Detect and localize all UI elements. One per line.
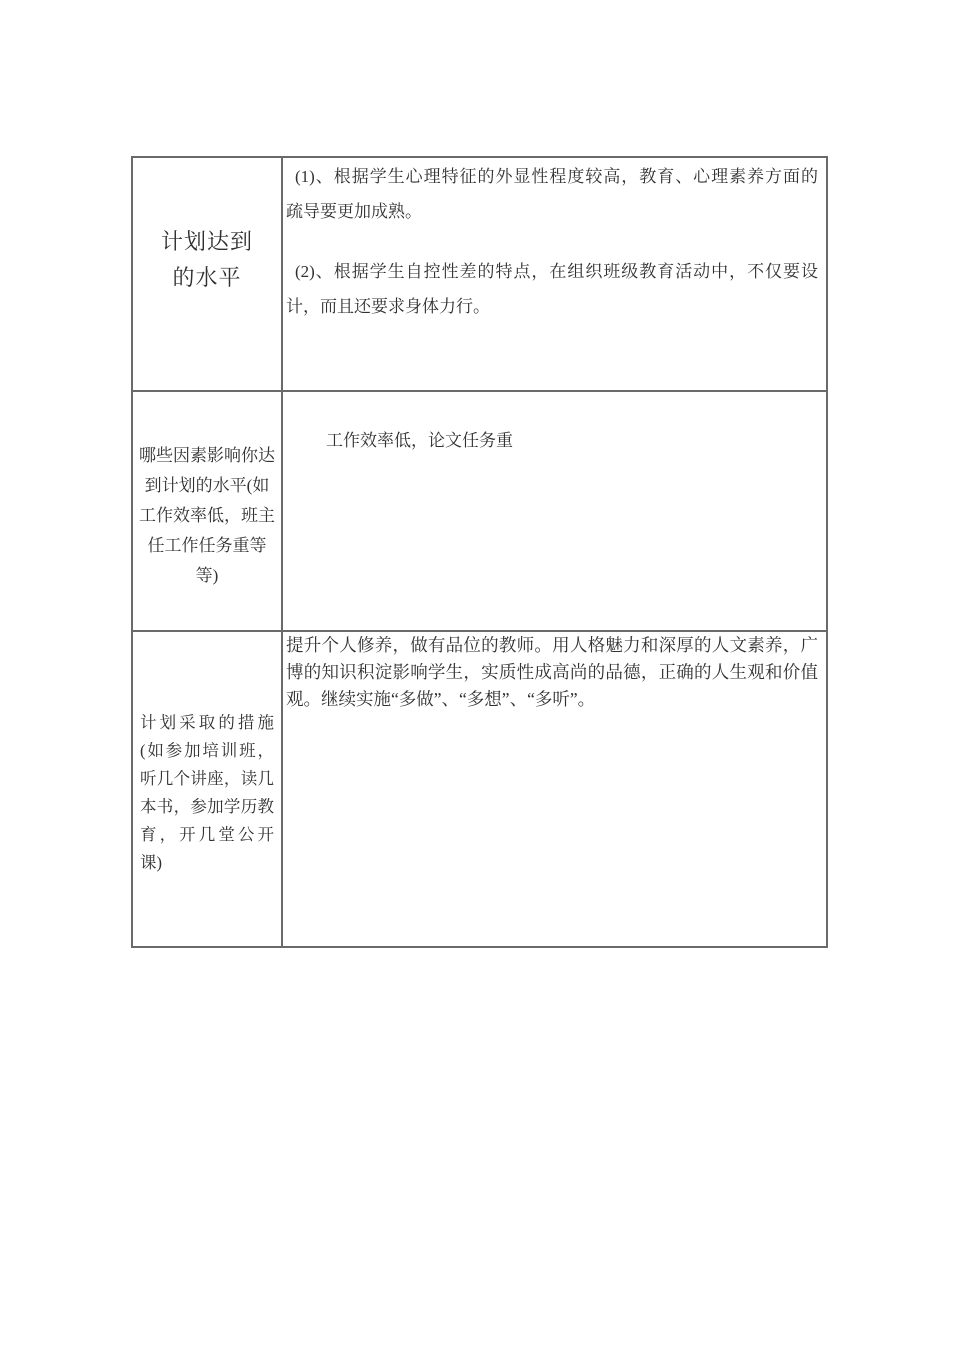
content-cell-planned-level [283, 158, 826, 390]
text-line: 课) [140, 853, 162, 872]
development-plan-table [131, 156, 828, 948]
text-line: (如参加培训班， [140, 741, 274, 760]
text-line: 提升个人修养，做有品位的教师。用人格魅力和深厚的人文素养，广 [286, 635, 818, 655]
text-line: (1)、根据学生心理特征的外显性程度较高，教育、心理素养方面的 [295, 167, 818, 186]
label-cell-influencing-factors [133, 390, 283, 630]
text-line: 疏导要更加成熟。 [286, 202, 422, 221]
text-line: 任工作任务重等 [147, 536, 267, 555]
text-line: (2)、根据学生自控性差的特点，在组织班级教育活动中，不仅要设 [295, 262, 818, 281]
text-line: 听几个讲座，读几 [140, 769, 274, 788]
text-line: 计划达到 [160, 229, 253, 254]
text-line: 工作效率低，论文任务重 [326, 431, 513, 450]
label-cell-planned-level [133, 158, 283, 390]
text-line: 观。继续实施“多做”、“多想”、“多听”。 [286, 689, 596, 709]
text-line: 博的知识积淀影响学生，实质性成高尚的品德，正确的人生观和价值 [286, 662, 818, 682]
text-line: 到计划的水平(如 [144, 476, 270, 495]
text-line: 的水平 [172, 265, 242, 290]
content-cell-influencing-factors [283, 390, 826, 630]
label-cell-planned-measures [133, 630, 283, 946]
text-line: 工作效率低，班主 [139, 506, 275, 525]
text-line: 本书，参加学历教 [140, 797, 274, 816]
text-line: 计划采取的措施 [140, 713, 274, 732]
content-cell-planned-measures [283, 630, 826, 946]
text-line: 哪些因素影响你达 [139, 446, 275, 465]
text-line: 计，而且还要求身体力行。 [286, 297, 490, 316]
text-line: 等) [195, 566, 219, 585]
text-line: 育，开几堂公开 [140, 825, 274, 844]
